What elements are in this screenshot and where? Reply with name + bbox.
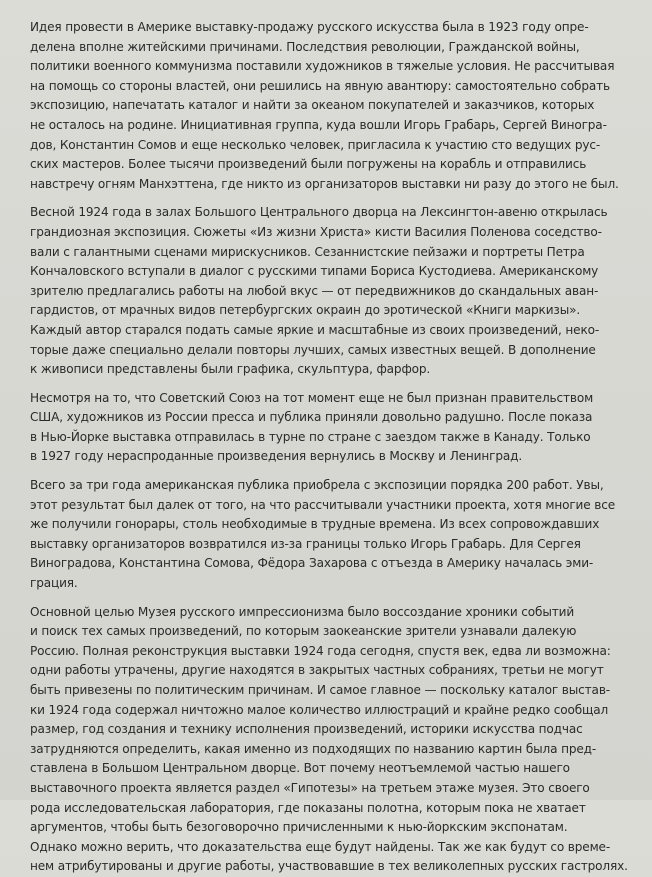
paragraph-2 xyxy=(30,203,638,379)
text-line: же получили гонорары, столь необходимые в трудные времена. Из всех сопровождавших xyxy=(30,517,600,532)
text-line: в Нью-Йорке выставка отправилась в турне по стране с заездом также в Канаду. Только xyxy=(30,429,591,444)
text-line: Россию. Полная реконструкция выставки 1924 года сегодня, спустя век, едва ли возможна: xyxy=(30,643,611,658)
text-line: Однако можно верить, что доказательства еще будут найдены. Так же как будут со време- xyxy=(30,839,611,854)
text-line: дов, Константин Сомов и еще несколько человек, пригласила к участию сто ведущих рус- xyxy=(30,137,601,152)
text-line: торые даже специально делали повторы лучших, самых известных вещей. В дополнение xyxy=(30,342,596,357)
text-line: быть привезены по политическим причинам. И самое главное — поскольку каталог выстав- xyxy=(30,683,611,697)
text-line: затрудняются определить, какая именно из подходящих по названию картин была пред- xyxy=(30,741,597,756)
text-line: гардистов, от мрачных видов петербургских окраин до эротической «Книги маркизы». xyxy=(30,303,581,318)
text-line: размер, год создания и технику исполнения произведений, историки искусства подчас xyxy=(30,722,583,737)
text-line: США, художников из России пресса и публика приняли довольно радушно. После показа xyxy=(30,410,593,425)
text-line: выставочного проекта является раздел «Гипотезы» на третьем этаже музея. Это своего xyxy=(30,780,590,795)
text-line: аргументов, чтобы быть безоговорочно причисленными к нью-йоркским экспонатам. xyxy=(30,820,568,835)
text-line: Идея провести в Америке выставку-продажу русского искусства была в 1923 году опре- xyxy=(30,20,589,34)
text-line: Каждый автор старался подать самые яркие и масштабные из своих произведений, неко- xyxy=(30,322,600,337)
text-line: делена вполне житейскими причинами. Последствия революции, Гражданской войны, xyxy=(30,39,580,54)
text-line: этот результат был далек от того, на что рассчитывали участники проекта, хотя многие все xyxy=(30,497,615,512)
text-line: Основной целью Музея русского импрессионизма было воссоздание хроники событий xyxy=(30,604,575,619)
text-line: Всего за три года американская публика приобрела с экспозиции порядка 200 работ. Увы, xyxy=(30,478,604,493)
text-line: выставку организаторов возвратился из-за границы только Игорь Грабарь. Для Сергея xyxy=(30,536,581,551)
text-line: навстречу огням Манхэттена, где никто из организаторов выставки ни разу до этого не был. xyxy=(30,176,619,191)
text-line: Виноградова, Константина Сомова, Фёдора Захарова с отъезда в Америку началась эми- xyxy=(30,556,594,571)
text-line: Кончаловского вступали в диалог с русскими типами Бориса Кустодиева. Американскому xyxy=(30,264,599,279)
text-line: грандиозная экспозиция. Сюжеты «Из жизни Христа» кисти Василия Поленова соседство- xyxy=(30,224,602,239)
text-line: ки 1924 года содержал ничтожно малое количество иллюстраций и крайне редко сообщал xyxy=(30,702,609,717)
text-line: Несмотря на то, что Советский Союз на тот момент еще не был признан правительством xyxy=(30,390,594,405)
text-line: экспозицию, напечатать каталог и найти за океаном покупателей и заказчиков, которых xyxy=(30,98,595,113)
text-line: Весной 1924 года в залах Большого Центрального дворца на Лексингтон-авеню открылась xyxy=(30,205,608,220)
text-line: и поиск тех самых произведений, по которым заокеанские зрители узнавали далекую xyxy=(30,624,577,639)
text-line: одни работы утрачены, другие находятся в закрытых частных собраниях, третьи не могут xyxy=(30,663,604,678)
text-line: ставлена в Большом Центральном дворце. Вот почему неотъемлемой частью нашего xyxy=(30,761,570,776)
text-line: ских мастеров. Более тысячи произведений были погружены на корабль и отправились xyxy=(30,157,587,172)
text-line: не осталось на родине. Инициативная группа, куда вошли Игорь Грабарь, Сергей Виногра- xyxy=(30,117,607,132)
paragraph-5 xyxy=(30,603,638,877)
text-line: на помощь со стороны властей, они решились на явную авантюру: самостоятельно собрать xyxy=(30,78,611,93)
paragraph-1 xyxy=(30,18,638,194)
text-line: к живописи представлены были графика, скульптура, фарфор. xyxy=(30,362,431,377)
paragraph-3 xyxy=(30,389,638,467)
text-line: грация. xyxy=(30,576,78,591)
text-line: вали с галантными сценами мирискусников. Сезаннистские пейзажи и портреты Петра xyxy=(30,244,585,259)
paragraph-4 xyxy=(30,476,638,594)
text-line: зрителю предлагались работы на любой вкус — от передвижников до скандальных аван- xyxy=(30,283,599,298)
text-line: политики военного коммунизма поставили художников в тяжелые условия. Не рассчитывая xyxy=(30,59,615,74)
text-line: в 1927 году нераспроданные произведения вернулись в Москву и Ленинград. xyxy=(30,449,523,464)
text-line: нем атрибутированы и другие работы, участвовавшие в тех великолепных русских гастролях. xyxy=(30,859,628,874)
text-line: рода исследовательская лаборатория, где показаны полотна, которым пока не хватает xyxy=(30,800,586,815)
